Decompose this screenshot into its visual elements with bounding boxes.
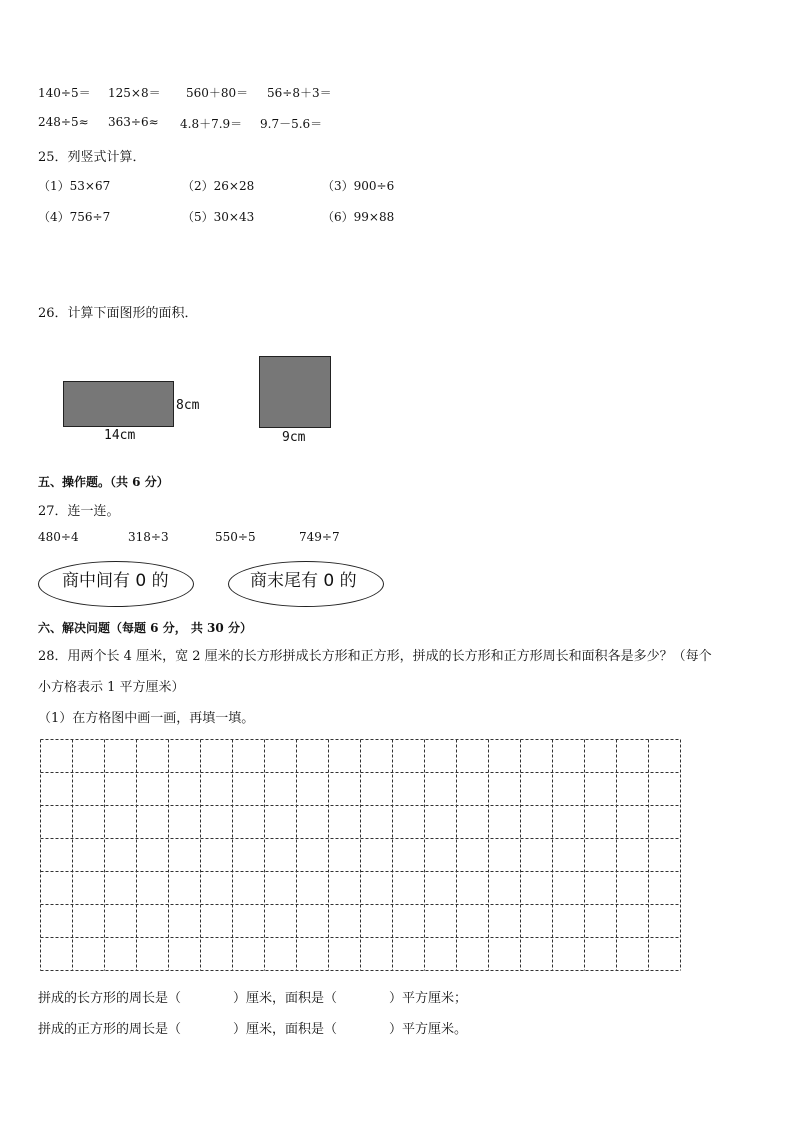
square-figure	[259, 356, 331, 428]
calc-item: 9.7－5.6＝	[260, 117, 323, 131]
fill-line-square: 拼成的正方形的周长是（ ）厘米，面积是（ ）平方厘米。	[38, 1022, 468, 1037]
section-title-6: 六、解决问题（每题 6 分， 共 30 分）	[38, 621, 252, 635]
calc-item: 4.8＋7.9＝	[180, 117, 243, 131]
expression: 550÷5	[215, 530, 256, 544]
calc-item: 560＋80＝	[186, 86, 249, 100]
vertical-calc-item: （5）30×43	[182, 210, 255, 224]
vertical-calc-item: （1）53×67	[38, 179, 111, 193]
oval-end-zero-label: 商末尾有 0 的	[250, 571, 357, 591]
question-title-26: 26．计算下面图形的面积．	[38, 306, 198, 321]
vertical-calc-item: （2）26×28	[182, 179, 255, 193]
oval-middle-zero-label: 商中间有 0 的	[62, 571, 169, 591]
rect-height-label: 8cm	[176, 398, 200, 413]
question-28-line1: 28．用两个长 4 厘米，宽 2 厘米的长方形拼成长方形和正方形，拼成的长方形和正方形周长和面积各是多少？（每个	[38, 649, 712, 664]
vertical-calc-item: （4）756÷7	[38, 210, 111, 224]
question-28-line2: 小方格表示 1 平方厘米）	[38, 680, 185, 695]
expression: 480÷4	[38, 530, 79, 544]
calc-item: 56÷8＋3＝	[267, 86, 332, 100]
expression: 318÷3	[128, 530, 169, 544]
vertical-calc-item: （6）99×88	[322, 210, 395, 224]
square-grid[interactable]	[40, 739, 681, 971]
expression: 749÷7	[299, 530, 340, 544]
question-title-25: 25．列竖式计算．	[38, 150, 146, 165]
calc-item: 140÷5＝	[38, 86, 91, 100]
fill-line-rectangle: 拼成的长方形的周长是（ ）厘米，面积是（ ）平方厘米；	[38, 991, 468, 1006]
question-28-sub1: （1）在方格图中画一画，再填一填。	[38, 711, 255, 726]
rect-width-label: 14cm	[104, 428, 136, 443]
section-title-5: 五、操作题。（共 6 分）	[38, 475, 169, 489]
calc-item: 248÷5≈	[38, 115, 89, 129]
calc-item: 125×8＝	[108, 86, 161, 100]
square-side-label: 9cm	[282, 430, 306, 445]
calc-item: 363÷6≈	[108, 115, 159, 129]
question-title-27: 27．连一连。	[38, 504, 120, 519]
rectangle-figure	[63, 381, 174, 427]
vertical-calc-item: （3）900÷6	[322, 179, 395, 193]
